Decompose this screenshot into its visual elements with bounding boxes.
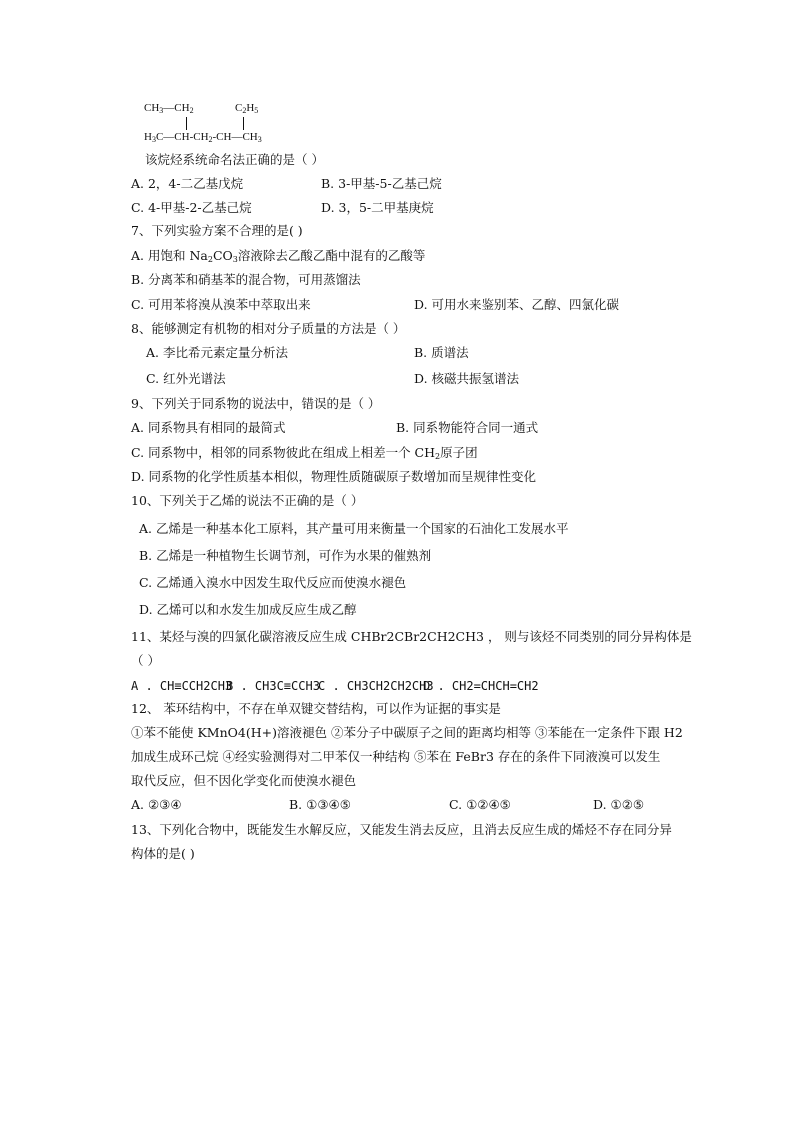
q8-option-c: C. 红外光谱法 [146, 371, 226, 386]
q9-option-b: B. 同系物能符合同一通式 [396, 420, 539, 435]
q8-option-d: D. 核磁共振氢谱法 [414, 371, 520, 386]
q5-option-c: C. 4-甲基-2-乙基己烷 [131, 200, 252, 215]
q11-option-d: D . CH2=CHCH=CH2 [423, 679, 539, 693]
q11-paren: （ ） [131, 653, 160, 668]
structure-main-chain: $H_3C—CH-CH_2-CH—CH_3$ [144, 131, 262, 144]
q7-option-c: C. 可用苯将溴从溴苯中萃取出来 [131, 297, 311, 312]
q7-option-d: D. 可用水来鉴别苯、乙醇、四氯化碳 [414, 297, 620, 312]
q10-option-a: A. 乙烯是一种基本化工原料，其产量可用来衡量一个国家的石油化工发展水平 [139, 521, 569, 536]
q9-option-a: A. 同系物具有相同的最简式 [131, 420, 286, 435]
q11-option-b: B . CH3C≡CCH3 [226, 679, 320, 693]
q11-stem: 11、某烃与溴的四氯化碳溶液反应生成 CHBr2CBr2CH2CH3 ， 则与该烃不同类别的同分异构体是 [131, 629, 692, 644]
q8-option-b: B. 质谱法 [414, 345, 469, 360]
q12-line-2: 加成生成环己烷 ④经实验测得对二甲苯仅一种结构 ⑤苯在 FeBr3 存在的条件下同液溴可以发生 [131, 749, 661, 764]
q5-option-d: D. 3，5-二甲基庚烷 [321, 200, 434, 215]
q12-option-d: D. ①②⑤ [593, 797, 645, 812]
q7-option-b: B. 分离苯和硝基苯的混合物，可用蒸馏法 [131, 272, 361, 287]
q12-option-c: C. ①②④⑤ [449, 797, 511, 812]
q9-option-c: C. 同系物中，相邻的同系物彼此在组成上相差一个 $CH_2$原子团 [131, 445, 478, 461]
q8-option-a: A. 李比希元素定量分析法 [146, 345, 288, 360]
structure-top-left: $CH_3—CH_2$ [144, 102, 194, 115]
q9-stem: 9、下列关于同系物的说法中，错误的是（ ） [131, 396, 381, 411]
q13-line-2: 构体的是( ) [131, 846, 195, 861]
q7-stem: 7、下列实验方案不合理的是( ) [131, 223, 303, 238]
q8-stem: 8、能够测定有机物的相对分子质量的方法是（ ） [131, 321, 406, 336]
structural-formula [140, 100, 310, 148]
bond-line [186, 117, 187, 130]
q12-option-b: B. ①③④⑤ [289, 797, 351, 812]
q13-line-1: 13、下列化合物中，既能发生水解反应，又能发生消去反应，且消去反应生成的烯烃不存在同分异 [131, 822, 672, 837]
q12-line-3: 取代反应，但不因化学变化而使溴水褪色 [131, 773, 357, 788]
q10-option-d: D. 乙烯可以和水发生加成反应生成乙醇 [139, 602, 357, 617]
q11-option-c: C . CH3CH2CH2CH3 [318, 679, 434, 693]
q10-option-c: C. 乙烯通入溴水中因发生取代反应而使溴水褪色 [139, 575, 407, 590]
q10-option-b: B. 乙烯是一种植物生长调节剂，可作为水果的催熟剂 [139, 548, 432, 563]
q7-option-a: A. 用饱和 $Na_2CO_3$溶液除去乙酸乙酯中混有的乙酸等 [131, 248, 426, 264]
q9-option-d: D. 同系物的化学性质基本相似，物理性质随碳原子数增加而呈规律性变化 [131, 469, 537, 484]
q11-option-a: A . CH≡CCH2CH3 [131, 679, 233, 693]
q5-option-b: B. 3-甲基-5-乙基己烷 [321, 176, 442, 191]
q10-stem: 10、下列关于乙烯的说法不正确的是（ ） [131, 493, 364, 508]
bond-line [243, 117, 244, 130]
q12-stem: 12、 苯环结构中，不存在单双键交替结构，可以作为证据的事实是 [131, 701, 501, 716]
q12-option-a: A. ②③④ [131, 797, 182, 812]
q12-line-1: ①苯不能使 KMnO4(H+)溶液褪色 ②苯分子中碳原子之间的距离均相等 ③苯能在一定条件下跟 H2 [131, 725, 683, 740]
q5-stem: 该烷烃系统命名法正确的是（ ） [145, 152, 324, 167]
q5-option-a: A. 2，4-二乙基戊烷 [131, 176, 244, 191]
structure-top-right: $C_2H_5$ [235, 102, 259, 115]
